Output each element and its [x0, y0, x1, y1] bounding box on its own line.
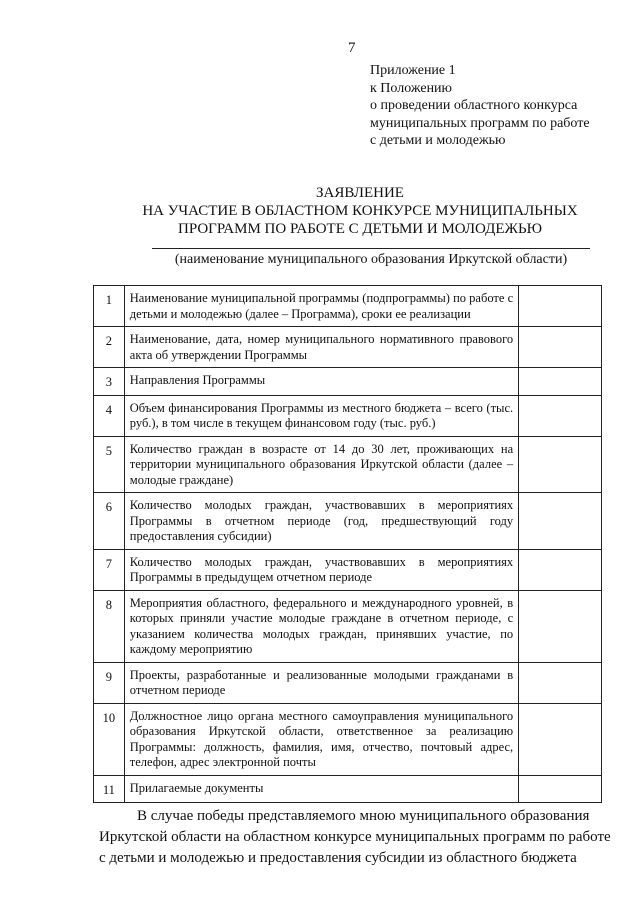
appendix-line: муниципальных программ по работе: [370, 115, 590, 131]
table-row: [94, 493, 602, 550]
row-value-cell[interactable]: [519, 327, 602, 368]
appendix-line: о проведении областного конкурса: [370, 98, 578, 113]
table-row: [94, 395, 602, 436]
row-number: 10: [94, 703, 125, 775]
row-description: Количество граждан в возрасте от 14 до 30 лет, проживающих на территории муниципального образования Иркутской области (далее – молодые граждане): [124, 436, 518, 493]
row-number: 7: [94, 549, 125, 590]
row-value-cell[interactable]: [519, 368, 602, 396]
municipality-blank-line: [152, 248, 590, 249]
row-value-cell[interactable]: [519, 549, 602, 590]
row-number: 11: [94, 775, 125, 803]
table-row: [94, 327, 602, 368]
row-description: Наименование, дата, номер муниципального нормативного правового акта об утверждении Программы: [124, 327, 518, 368]
row-description: Объем финансирования Программы из местного бюджета – всего (тыс. руб.), в том числе в текущем финансовом году (тыс. руб.): [124, 395, 518, 436]
body-line: Иркутской области на областном конкурсе муниципальных программ по работе: [99, 829, 611, 845]
row-number: 1: [94, 286, 125, 327]
row-number: 8: [94, 590, 125, 662]
row-number: 4: [94, 395, 125, 436]
row-description: Прилагаемые документы: [124, 775, 518, 803]
row-number: 3: [94, 368, 125, 396]
table-row: [94, 775, 602, 803]
row-description: Наименование муниципальной программы (подпрограммы) по работе с детьми и молодежью (далее – Программа), сроки ее реализации: [124, 286, 518, 327]
row-value-cell[interactable]: [519, 662, 602, 703]
appendix-line: Приложение 1: [370, 63, 456, 78]
body-line: с детьми и молодежью и предоставления субсидии из областного бюджета: [99, 850, 577, 866]
table-row: [94, 549, 602, 590]
row-value-cell[interactable]: [519, 775, 602, 803]
document-title: [90, 184, 630, 238]
row-value-cell[interactable]: [519, 436, 602, 493]
row-value-cell[interactable]: [519, 286, 602, 327]
row-number: 2: [94, 327, 125, 368]
title-line: НА УЧАСТИЕ В ОБЛАСТНОМ КОНКУРСЕ МУНИЦИПАЛЬНЫХ: [142, 203, 578, 219]
appendix-line: с детьми и молодежью: [370, 133, 506, 148]
table-row: [94, 286, 602, 327]
table-row: [94, 436, 602, 493]
table-row: [94, 703, 602, 775]
appendix-header: [370, 62, 590, 150]
row-value-cell[interactable]: [519, 395, 602, 436]
title-line: ПРОГРАММ ПО РАБОТЕ С ДЕТЬМИ И МОЛОДЕЖЬЮ: [177, 221, 542, 237]
body-line: В случае победы представляемого мною муниципального образования: [137, 808, 590, 824]
row-description: Количество молодых граждан, участвовавших в мероприятиях Программы в отчетном периоде (год, предшествующий году предоставления субсидии): [124, 493, 518, 550]
municipality-caption: (наименование муниципального образования Иркутской области): [174, 252, 568, 267]
row-description: Направления Программы: [124, 368, 518, 396]
row-value-cell[interactable]: [519, 703, 602, 775]
application-table: [93, 285, 602, 803]
row-description: Мероприятия областного, федерального и международного уровней, в которых приняли участие молодые граждане в отчетном периоде, с указанием количества молодых граждан, принявших участие, по каждому мероприятию: [124, 590, 518, 662]
row-value-cell[interactable]: [519, 493, 602, 550]
row-value-cell[interactable]: [519, 590, 602, 662]
row-number: 6: [94, 493, 125, 550]
row-description: Количество молодых граждан, участвовавших в мероприятиях Программы в предыдущем отчетном периоде: [124, 549, 518, 590]
title-line: ЗАЯВЛЕНИЕ: [316, 185, 404, 201]
table-row: [94, 368, 602, 396]
table-row: [94, 662, 602, 703]
appendix-line: к Положению: [370, 80, 453, 96]
body-paragraph: [99, 806, 609, 869]
table-row: [94, 590, 602, 662]
page-number: 7: [348, 40, 356, 56]
row-description: Должностное лицо органа местного самоуправления муниципального образования Иркутской области, ответственное за реализацию Программы: должность, фамилия, имя, отчество, почтовый адрес, телефон, адрес электронной почты: [124, 703, 518, 775]
row-number: 9: [94, 662, 125, 703]
row-description: Проекты, разработанные и реализованные молодыми гражданами в отчетном периоде: [124, 662, 518, 703]
row-number: 5: [94, 436, 125, 493]
